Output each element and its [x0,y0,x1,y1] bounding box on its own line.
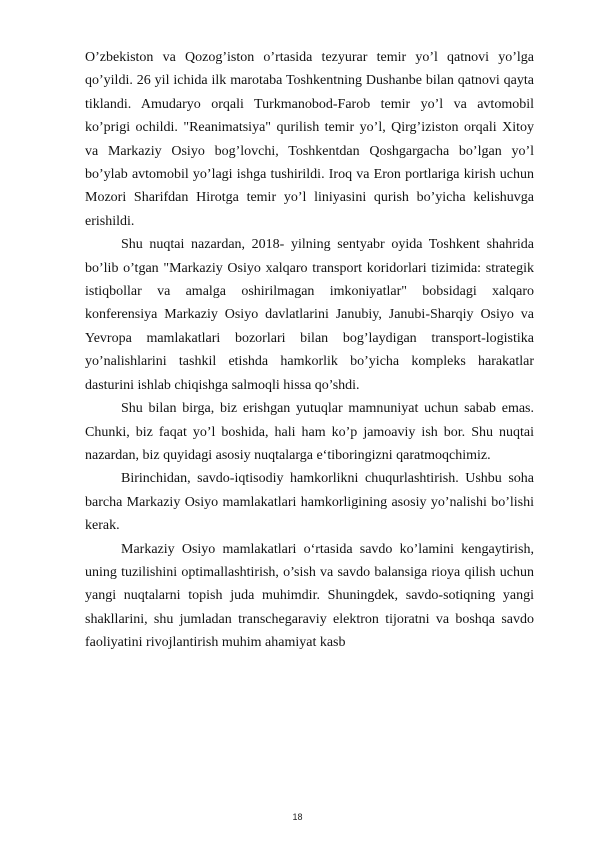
page-number: 18 [292,812,303,822]
body-text [85,46,534,655]
paragraph-2: Shu nuqtai nazardan, 2018- yilning sentyabr oyida Toshkent shahrida bo’lib o’tgan "Markaziy Osiyo xalqaro transport koridorlari tizimida: strategik istiqbollar va amalga oshirilmagan imkoniyatlar" bobsidagi xalqaro konferensiya Markaziy Osiyo davlatlarini Janubiy, Janubi-Sharqiy Osiyo va Yevropa mamlakatlari bozorlari bilan bog’laydigan transport-logistika yo’nalishlarini tashkil etishda hamkorlik bo’yicha kompleks harakatlar dasturini ishlab chiqishga salmoqli hissa qo’shdi. [85,237,534,393]
paragraph-4: Birinchidan, savdo-iqtisodiy hamkorlikni chuqurlashtirish. Ushbu soha barcha Markaziy Osiyo mamlakatlari hamkorligining asosiy yo’nalishi bo’lishi kerak. [85,471,534,534]
paragraph-3: Shu bilan birga, biz erishgan yutuqlar mamnuniyat uchun sabab emas. Chunki, biz faqat yo’l boshida, hali ham ko’p jamoaviy ish bor. Shu nuqtai nazardan, biz quyidagi asosiy nuqtalarga e‘tiboringizni qaratmoqchimiz. [85,401,534,463]
paragraph-1: O’zbekiston va Qozog’iston o’rtasida tezyurar temir yo’l qatnovi yo’lga qo’yildi. 26 yil ichida ilk marotaba Toshkentning Dushanbe bilan qatnovi qayta tiklandi. Amudaryo orqali Turkmanobod-Farob temir yo’l va avtomobil ko’prigi ochildi. "Reanimatsiya" qurilish temir yo’l, Qirg’iziston orqali Xitoy va Markaziy Osiyo bog’lovchi, Toshkentdan Qoshgargacha bo’lgan yo’l bo’ylab avtomobil yo’lagi ishga tushirildi. Iroq va Eron portlariga kirish uchun Mozori Sharifdan Hirotga temir yo’l liniyasini qurish bo’yicha kelishuvga erishildi. [85,50,534,229]
paragraph-5: Markaziy Osiyo mamlakatlari o‘rtasida savdo ko’lamini kengaytirish, uning tuzilishini optimallashtirish, o’sish va savdo balansiga rioya qilish uchun yangi nuqtalarni topish juda muhimdir. Shuningdek, savdo-sotiqning yangi shakllarini, shu jumladan transchegaraviy elektron tijoratni va boshqa savdo faoliyatini rivojlantirish muhim ahamiyat kasb [85,541,534,651]
